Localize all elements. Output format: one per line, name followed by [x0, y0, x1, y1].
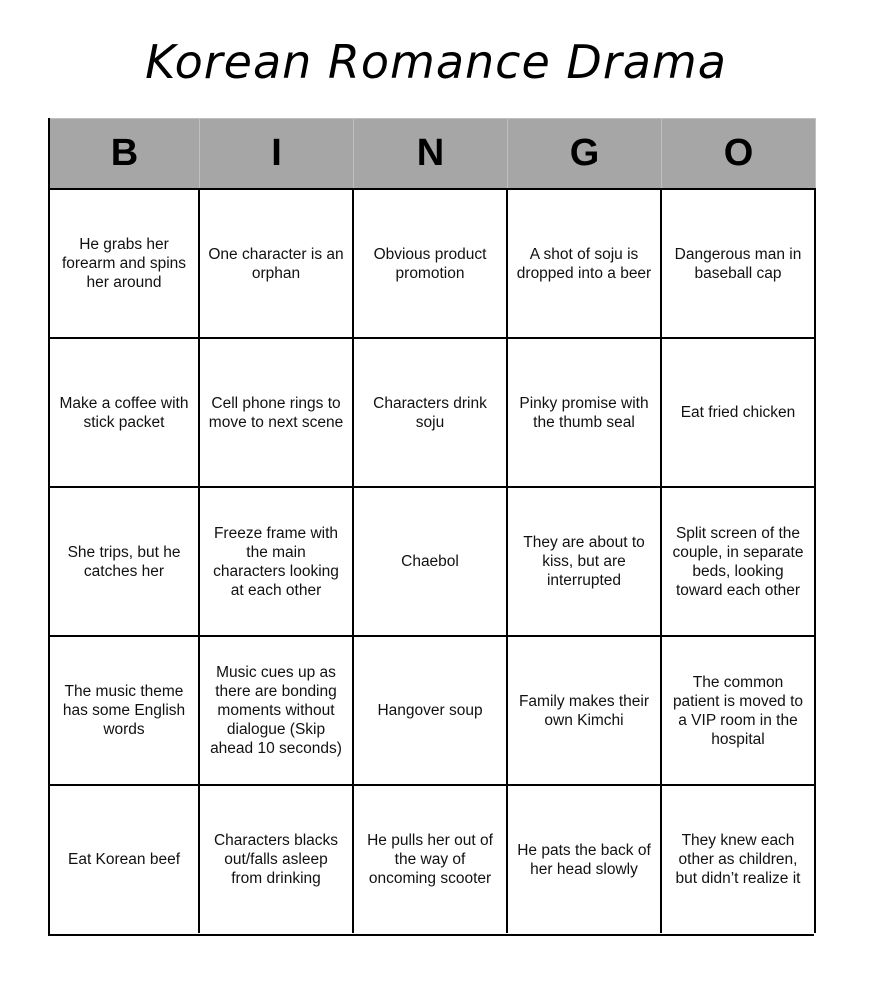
bingo-cell-r5-c3[interactable]: He pulls her out of the way of oncoming scooter [354, 784, 508, 933]
bingo-cell-r4-c3[interactable]: Hangover soup [354, 635, 508, 784]
header-letter-b: B [50, 118, 200, 188]
bingo-cell-r4-c4[interactable]: Family makes their own Kimchi [508, 635, 662, 784]
bingo-cell-r3-c4[interactable]: They are about to kiss, but are interrupted [508, 486, 662, 635]
page-title: Korean Romance Drama [145, 35, 727, 89]
bingo-cell-r3-c5[interactable]: Split screen of the couple, in separate beds, looking toward each other [662, 486, 816, 635]
header-letter-o: O [662, 118, 816, 188]
bingo-cell-r1-c3[interactable]: Obvious product promotion [354, 188, 508, 337]
bingo-cell-r2-c1[interactable]: Make a coffee with stick packet [50, 337, 200, 486]
header-letter-i: I [200, 118, 354, 188]
header-letter-g: G [508, 118, 662, 188]
bingo-cell-r1-c1[interactable]: He grabs her forearm and spins her around [50, 188, 200, 337]
bingo-cell-r5-c2[interactable]: Characters blacks out/falls asleep from drinking [200, 784, 354, 933]
bingo-cell-r4-c2[interactable]: Music cues up as there are bonding moments without dialogue (Skip ahead 10 seconds) [200, 635, 354, 784]
bingo-cell-r2-c2[interactable]: Cell phone rings to move to next scene [200, 337, 354, 486]
bingo-cell-r2-c5[interactable]: Eat fried chicken [662, 337, 816, 486]
bingo-card [48, 118, 814, 936]
bingo-cell-r4-c1[interactable]: The music theme has some English words [50, 635, 200, 784]
bingo-cell-r3-c2[interactable]: Freeze frame with the main characters looking at each other [200, 486, 354, 635]
bingo-cell-r2-c4[interactable]: Pinky promise with the thumb seal [508, 337, 662, 486]
header-letter-n: N [354, 118, 508, 188]
bingo-cell-r5-c1[interactable]: Eat Korean beef [50, 784, 200, 933]
bingo-cell-r5-c4[interactable]: He pats the back of her head slowly [508, 784, 662, 933]
bingo-cell-r1-c2[interactable]: One character is an orphan [200, 188, 354, 337]
bingo-cell-r3-c3[interactable]: Chaebol [354, 486, 508, 635]
bingo-cell-r4-c5[interactable]: The common patient is moved to a VIP room in the hospital [662, 635, 816, 784]
bingo-cell-r5-c5[interactable]: They knew each other as children, but didn’t realize it [662, 784, 816, 933]
bingo-cell-r1-c4[interactable]: A shot of soju is dropped into a beer [508, 188, 662, 337]
bingo-cell-r1-c5[interactable]: Dangerous man in baseball cap [662, 188, 816, 337]
bingo-cell-r3-c1[interactable]: She trips, but he catches her [50, 486, 200, 635]
bingo-cell-r2-c3[interactable]: Characters drink soju [354, 337, 508, 486]
